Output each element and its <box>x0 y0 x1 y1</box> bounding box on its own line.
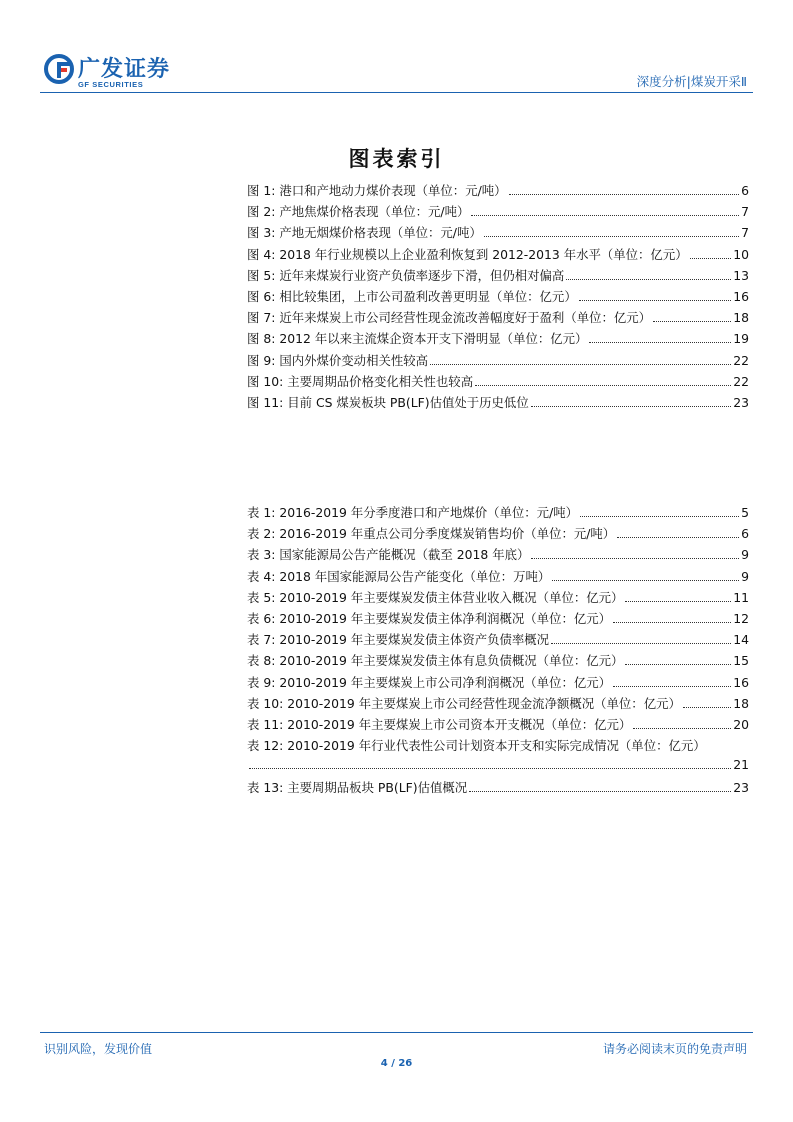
entry-page: 16 <box>733 674 749 690</box>
entry-page: 7 <box>741 225 749 241</box>
entry-label: 图 7: <box>247 310 276 326</box>
entry-title: 2010-2019 年主要煤炭发债主体营业收入概况（单位：亿元） <box>279 589 624 605</box>
leader-dots <box>690 258 732 259</box>
leader-dots <box>613 622 731 623</box>
entry-page: 11 <box>733 589 749 605</box>
leader-dots <box>579 300 732 301</box>
entry-page: 14 <box>733 632 749 648</box>
leader-dots <box>484 236 739 237</box>
entry-label: 表 7: <box>247 632 276 648</box>
toc-entry[interactable] <box>247 266 749 287</box>
entry-page: 21 <box>733 757 749 773</box>
entry-label: 表 1: <box>247 505 276 520</box>
figure-index <box>247 181 749 414</box>
entry-title: 产地焦煤价格表现（单位：元/吨） <box>279 204 470 220</box>
page-number: 4 / 26 <box>380 1058 413 1069</box>
entry-title: 2010-2019 年主要煤炭上市公司资本开支概况（单位：亿元） <box>287 716 632 732</box>
toc-entry[interactable] <box>247 524 749 545</box>
entry-title: 相比较集团，上市公司盈利改善更明显（单位：亿元） <box>279 288 577 304</box>
leader-dots <box>249 768 731 769</box>
entry-title: 近年来煤炭上市公司经营性现金流改善幅度好于盈利（单位：亿元） <box>279 310 652 326</box>
entry-page: 6 <box>741 183 749 198</box>
toc-entry[interactable] <box>247 567 749 588</box>
entry-title: 主要周期品板块 PB(LF)估值概况 <box>287 780 468 796</box>
leader-dots <box>509 194 740 195</box>
gf-logo-icon <box>44 54 74 84</box>
entry-title: 2010-2019 年主要煤炭上市公司净利润概况（单位：亿元） <box>279 674 612 690</box>
toc-entry[interactable] <box>247 736 749 757</box>
toc-entry[interactable] <box>247 223 749 244</box>
toc-entry[interactable] <box>247 245 749 266</box>
entry-page: 23 <box>733 780 749 796</box>
table-index <box>247 503 749 800</box>
entry-label: 图 8: <box>247 331 276 347</box>
entry-label: 表 5: <box>247 589 276 605</box>
entry-page: 22 <box>733 352 749 368</box>
entry-label: 表 11: <box>247 716 284 732</box>
entry-title: 2010-2019 年主要煤炭发债主体资产负债率概况 <box>279 632 550 648</box>
leader-dots <box>580 516 739 517</box>
toc-entry[interactable] <box>247 609 749 630</box>
leader-dots <box>625 664 731 665</box>
entry-label: 图 3: <box>247 225 276 241</box>
entry-label: 表 10: <box>247 695 284 711</box>
footer-disclaimer-note: 请务必阅读末页的免责声明 <box>602 1042 747 1056</box>
leader-dots <box>653 321 731 322</box>
entry-label: 图 4: <box>247 246 276 262</box>
entry-page: 16 <box>733 288 749 304</box>
page-title: 图表索引 <box>348 146 445 171</box>
entry-label: 图 6: <box>247 288 276 304</box>
entry-title: 2012 年以来主流煤企资本开支下滑明显（单位：亿元） <box>279 331 588 347</box>
entry-page: 20 <box>733 716 749 732</box>
leader-dots <box>552 580 739 581</box>
leader-dots <box>589 342 731 343</box>
entry-title: 港口和产地动力煤价表现（单位：元/吨） <box>279 183 507 198</box>
toc-entry[interactable] <box>247 715 749 736</box>
toc-entry[interactable] <box>247 393 749 414</box>
entry-label: 表 3: <box>247 547 276 563</box>
entry-page: 9 <box>741 547 749 563</box>
entry-title: 国家能源局公告产能概况（截至 2018 年底） <box>279 547 530 563</box>
entry-title: 2018 年国家能源局公告产能变化（单位：万吨） <box>279 568 551 584</box>
entry-label: 图 9: <box>247 352 276 368</box>
entry-page: 19 <box>733 331 749 347</box>
header-divider <box>40 92 753 93</box>
entry-title: 2010-2019 年主要煤炭发债主体净利润概况（单位：亿元） <box>279 610 612 626</box>
toc-entry[interactable] <box>247 181 749 202</box>
leader-dots <box>683 707 731 708</box>
entry-title: 国内外煤价变动相关性较高 <box>279 352 429 368</box>
leader-dots <box>475 385 731 386</box>
entry-title: 2010-2019 年行业代表性公司计划资本开支和实际完成情况（单位：亿元） <box>287 738 706 754</box>
leader-dots <box>613 686 731 687</box>
entry-title: 目前 CS 煤炭板块 PB(LF)估值处于历史低位 <box>287 394 529 410</box>
entry-label: 图 11: <box>247 394 284 410</box>
leader-dots <box>531 558 739 559</box>
entry-label: 表 2: <box>247 526 276 542</box>
entry-page: 18 <box>733 310 749 326</box>
leader-dots <box>633 728 731 729</box>
leader-dots <box>430 364 731 365</box>
entry-page: 5 <box>741 505 749 520</box>
entry-label: 表 6: <box>247 610 276 626</box>
toc-entry-continuation[interactable] <box>247 757 749 778</box>
entry-title: 2016-2019 年重点公司分季度煤炭销售均价（单位：元/吨） <box>279 526 616 542</box>
toc-entry[interactable] <box>247 651 749 672</box>
toc-entry[interactable] <box>247 545 749 566</box>
entry-page: 15 <box>733 653 749 669</box>
entry-label: 表 8: <box>247 653 276 669</box>
entry-label: 图 10: <box>247 373 284 389</box>
entry-page: 10 <box>733 246 749 262</box>
logo-text-cn: 广发证券 <box>78 57 171 82</box>
toc-entry[interactable] <box>247 329 749 350</box>
entry-title: 2018 年行业规模以上企业盈利恢复到 2012-2013 年水平（单位：亿元） <box>279 246 688 262</box>
toc-entry[interactable] <box>247 351 749 372</box>
leader-dots <box>469 791 731 792</box>
entry-page: 9 <box>741 568 749 584</box>
leader-dots <box>471 215 739 216</box>
entry-title: 2010-2019 年主要煤炭发债主体有息负债概况（单位：亿元） <box>279 653 624 669</box>
entry-label: 表 4: <box>247 568 276 584</box>
toc-entry[interactable] <box>247 673 749 694</box>
entry-page: 7 <box>741 204 749 220</box>
footer-slogan: 识别风险，发现价值 <box>44 1042 153 1056</box>
entry-page: 18 <box>733 695 749 711</box>
entry-title: 2016-2019 年分季度港口和产地煤价（单位：元/吨） <box>279 505 579 520</box>
entry-label: 图 1: <box>247 183 276 198</box>
toc-entry[interactable] <box>247 308 749 329</box>
toc-entry[interactable] <box>247 202 749 223</box>
leader-dots <box>566 279 731 280</box>
entry-page: 13 <box>733 267 749 283</box>
leader-dots <box>551 643 731 644</box>
entry-label: 表 13: <box>247 780 284 796</box>
leader-dots <box>531 406 732 407</box>
entry-page: 22 <box>733 373 749 389</box>
leader-dots <box>617 537 739 538</box>
toc-entry[interactable] <box>247 287 749 308</box>
entry-label: 图 2: <box>247 204 276 220</box>
report-category: 深度分析|煤炭开采Ⅱ <box>636 74 747 89</box>
entry-page: 6 <box>741 526 749 542</box>
toc-entry[interactable] <box>247 588 749 609</box>
toc-entry[interactable] <box>247 778 749 799</box>
entry-label: 图 5: <box>247 267 276 283</box>
toc-entry[interactable] <box>247 694 749 715</box>
entry-title: 产地无烟煤价格表现（单位：元/吨） <box>279 225 482 241</box>
toc-entry[interactable] <box>247 630 749 651</box>
entry-title: 主要周期品价格变化相关性也较高 <box>287 373 474 389</box>
entry-title: 近年来煤炭行业资产负债率逐步下滑，但仍相对偏高 <box>279 267 565 283</box>
footer-divider <box>40 1032 753 1033</box>
leader-dots <box>625 601 731 602</box>
logo-text-en: GF SECURITIES <box>78 80 144 89</box>
entry-label: 表 12: <box>247 738 284 754</box>
toc-entry[interactable] <box>247 503 749 524</box>
entry-title: 2010-2019 年主要煤炭上市公司经营性现金流净额概况（单位：亿元） <box>287 695 681 711</box>
company-logo <box>44 52 184 94</box>
entry-page: 12 <box>733 610 749 626</box>
entry-label: 表 9: <box>247 674 276 690</box>
entry-page: 23 <box>733 394 749 410</box>
toc-entry[interactable] <box>247 372 749 393</box>
